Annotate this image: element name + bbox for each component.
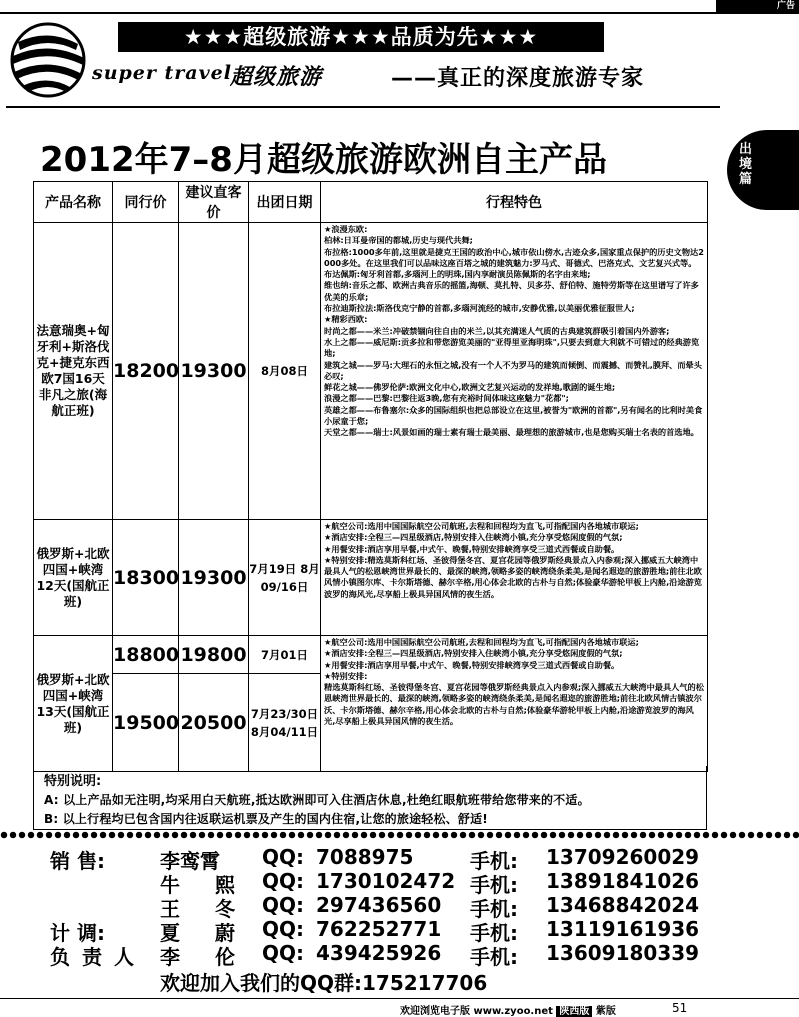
feature-line: 英雄之都——布鲁塞尔:众多的国际组织也把总部设立在这里,被誉为"欧洲的首都",另有闻名的比利时美食小尿童于您;	[324, 404, 703, 427]
color-edition: 紫版	[595, 1006, 616, 1017]
retail-price: 19300	[179, 520, 249, 636]
feature-line: ★用餐安排:酒店享用早餐,中式午、晚餐,特别安排峡湾享受三道式西餐或自助餐。	[324, 543, 620, 554]
retail-price: 19300	[179, 223, 249, 520]
product-name: 俄罗斯+北欧四国+峡湾13天(国航正班)	[34, 636, 113, 772]
itinerary-features	[321, 223, 708, 520]
table-row	[34, 223, 708, 520]
mobile-number: 13119161936	[546, 917, 700, 941]
peer-price: 19500	[113, 674, 179, 772]
contact-name: 夏 蔚	[160, 921, 249, 945]
footer-rule	[0, 998, 799, 999]
contact-role: 销 售:	[50, 849, 105, 873]
notes-title: 特别说明:	[44, 774, 102, 789]
departure-date: 7月01日	[249, 636, 321, 674]
brand-chinese: 超级旅游	[230, 65, 323, 90]
brand-english: super travel	[92, 62, 232, 84]
mobile-label: 手机:	[470, 849, 518, 873]
tagline: ——真正的深度旅游专家	[391, 66, 645, 91]
product-name: 法意瑞奥+匈牙利+斯洛伐克+捷克东西欧7国16天非凡之旅(海航正班)	[34, 223, 113, 520]
feature-line: ★用餐安排:酒店享用早餐,中式午、晚餐,特别安排峡湾享受三道式西餐或自助餐。	[324, 659, 620, 670]
edition-badge: 陕西版	[556, 1006, 592, 1017]
qq-number: 1730102472	[316, 869, 456, 893]
feature-line: 天堂之都——瑞士:风景如画的瑞士素有瑞士最美丽、最理想的旅游城市,也是您购买瑞士名表的首选地。	[324, 427, 699, 438]
retail-price: 20500	[179, 674, 249, 772]
table-row	[34, 520, 708, 636]
mobile-number: 13709260029	[546, 845, 700, 869]
mobile-number: 13891841026	[546, 869, 700, 893]
col-header-peer-price: 同行价	[113, 182, 179, 223]
feature-line: 维也纳:音乐之都、欧洲古典音乐的摇篮,海顿、莫扎特、贝多芬、舒伯特、施特劳斯等在这里谱写了许多优美的乐章;	[324, 280, 699, 302]
qq-label: QQ:	[262, 941, 305, 965]
mobile-label: 手机:	[470, 873, 518, 897]
feature-line: 浪漫之都——巴黎:巴黎往返3晚,您有充裕时间体味这座魅力"花都";	[324, 393, 569, 404]
product-table	[33, 181, 708, 772]
peer-price: 18200	[113, 223, 179, 520]
feature-line: 精选莫斯科红场、圣彼得堡冬宫、夏宫花园等俄罗斯经典景点入内参观;深入挪威五大峡湾中最具人气的松恩峡湾世界最长的、最深的峡湾,领略多姿的峡湾绕条柔美,是闻名遐迩的旅游胜地;前往北欧风情古镇波尔沃、卡尔斯塔德、赫尔辛格,用心体会北欧的古朴与自然;体验豪华游轮甲板上内舱,沿途游览波罗的海风光,尽享船上极具异国风情的夜生活。	[324, 682, 704, 727]
globe-logo-icon	[8, 20, 88, 100]
qq-label: QQ:	[262, 869, 305, 893]
qq-group-invite: 欢迎加入我们的QQ群:175217706	[160, 971, 488, 995]
feature-line: ★航空公司:选用中国国际航空公司航班,去程和回程均为直飞,可指配国内各地城市联运;	[324, 521, 639, 531]
contact-role: 负责人	[50, 945, 146, 969]
mobile-label: 手机:	[470, 897, 518, 921]
section-tab-label: 出境篇	[739, 142, 753, 187]
feature-line: 鲜花之城——佛罗伦萨:欧洲文化中心,欧洲文艺复兴运动的发祥地,歌剧的诞生地;	[324, 382, 616, 393]
contact-role: 计 调:	[50, 921, 105, 945]
feature-line: 布拉格:1000多年前,这里就是捷克王国的政治中心,城市依山傍水,古迹众多,国家重点保护的历史文物达2000多处。在这里我们可以品味这座百塔之城的建筑魅力:罗马式、哥德式、巴洛克式、文艺复兴式等。	[324, 246, 704, 268]
peer-price: 18300	[113, 520, 179, 636]
page-title: 2012年7–8月超级旅游欧洲自主产品	[40, 140, 607, 180]
itinerary-features	[321, 520, 708, 636]
feature-line: ★特别安排:精选莫斯科红场、圣彼得堡冬宫、夏宫花园等俄罗斯经典景点入内参观;深入挪威五大峡湾中最具人气的松恩峡湾世界最长的、最深的峡湾,领略多姿的峡湾绕条柔美,是闻名遐迩的旅游胜地;前往北欧风情小镇图尔库、卡尔斯塔德、赫尔辛格,用心体会北欧的古朴与自然;体验豪华游轮甲板上内舱,沿途游览波罗的海风光,尽享船上极具异国风情的夜生活。	[324, 554, 702, 599]
special-notes	[33, 766, 707, 830]
departure-date: 7月23/30日 8月04/11日	[249, 674, 321, 772]
feature-line: 柏林:日耳曼帝国的都城,历史与现代共舞;	[324, 235, 473, 246]
footer	[400, 1002, 616, 1017]
feature-line: ★航空公司:选用中国国际航空公司航班,去程和回程均为直飞,可指配国内各地城市联运;	[324, 637, 639, 647]
contact-name: 王 冬	[160, 897, 249, 921]
col-header-features: 行程特色	[321, 182, 708, 223]
peer-price: 18800	[113, 636, 179, 674]
slogan-bar: ★★★超级旅游★★★品质为先★★★	[118, 22, 604, 52]
qq-label: QQ:	[262, 917, 305, 941]
col-header-name: 产品名称	[34, 182, 113, 223]
dotted-divider	[0, 831, 799, 839]
notes-line: B: 以上行程均已包含国内往返联运机票及产生的国内住宿,让您的旅途轻松、舒适!	[44, 812, 488, 826]
qq-number: 439425926	[316, 941, 442, 965]
col-header-retail-price: 建议直客价	[179, 182, 249, 223]
product-name: 俄罗斯+北欧四国+峡湾12天(国航正班)	[34, 520, 113, 636]
table-header-row	[34, 182, 708, 223]
mobile-number: 13468842024	[546, 893, 700, 917]
feature-line: 建筑之城——罗马:大理石的永恒之城,没有一个人不为罗马的建筑而倾倒、而震撼、而赞礼,膜拜、而晕头必叹;	[324, 359, 702, 381]
header	[6, 14, 720, 108]
notes-line: A: 以上产品如无注明,均采用白天航班,抵达欧洲即可入住酒店休息,杜绝红眼航班带给您带来的不适。	[44, 793, 590, 807]
table-row	[34, 636, 708, 674]
ad-tag: 广告	[716, 0, 799, 12]
feature-line: ★浪漫东欧:	[324, 224, 368, 234]
feature-line: 布拉迪斯拉法:斯洛伐克宁静的首都,多瑙河流经的城市,安静优雅,以美丽优雅征服世人;	[324, 303, 635, 314]
itinerary-features	[321, 636, 708, 772]
feature-line: ★精彩西欧:	[324, 314, 368, 325]
qq-label: QQ:	[262, 893, 305, 917]
mobile-number: 13609180339	[546, 941, 700, 965]
section-tab	[727, 130, 799, 210]
feature-line: 水上之都——威尼斯:贡多拉和带您游览美丽的"亚得里亚海明珠",只要去到意大利就不可错过的经典游览地;	[324, 336, 700, 359]
qq-label: QQ:	[262, 845, 305, 869]
feature-line: 布达佩斯:匈牙利首都,多瑙河上的明珠,国内享耐演员陈佩斯的名字由来地;	[324, 269, 591, 280]
qq-number: 762252771	[316, 917, 442, 941]
footer-website[interactable]: 欢迎浏览电子版 www.zyoo.net	[400, 1006, 553, 1017]
contact-name: 李鸾霄	[160, 849, 220, 873]
contact-name: 李 伦	[160, 945, 249, 969]
feature-line: 时尚之都——米兰:冲破禁锢向往自由的米兰,以其充满迷人气质的古典建筑群吸引着国内外游客;	[324, 325, 670, 336]
departure-date: 7月19日 8月09/16日	[249, 520, 321, 636]
qq-number: 7088975	[316, 845, 414, 869]
feature-line: ★酒店安排:全程三—四星级酒店,特别安排入住峡湾小镇,充分享受悠闲度假的气氛;	[324, 532, 623, 543]
mobile-label: 手机:	[470, 945, 518, 969]
feature-line: ★酒店安排:全程三—四星级酒店,特别安排入住峡湾小镇,充分享受悠闲度假的气氛;	[324, 648, 623, 659]
mobile-label: 手机:	[470, 921, 518, 945]
qq-number: 297436560	[316, 893, 442, 917]
retail-price: 19800	[179, 636, 249, 674]
page-number: 51	[672, 1001, 688, 1015]
departure-date: 8月08日	[249, 223, 321, 520]
feature-line: ★特别安排:	[324, 670, 368, 681]
contact-name: 牛 熙	[160, 873, 249, 897]
col-header-date: 出团日期	[249, 182, 321, 223]
